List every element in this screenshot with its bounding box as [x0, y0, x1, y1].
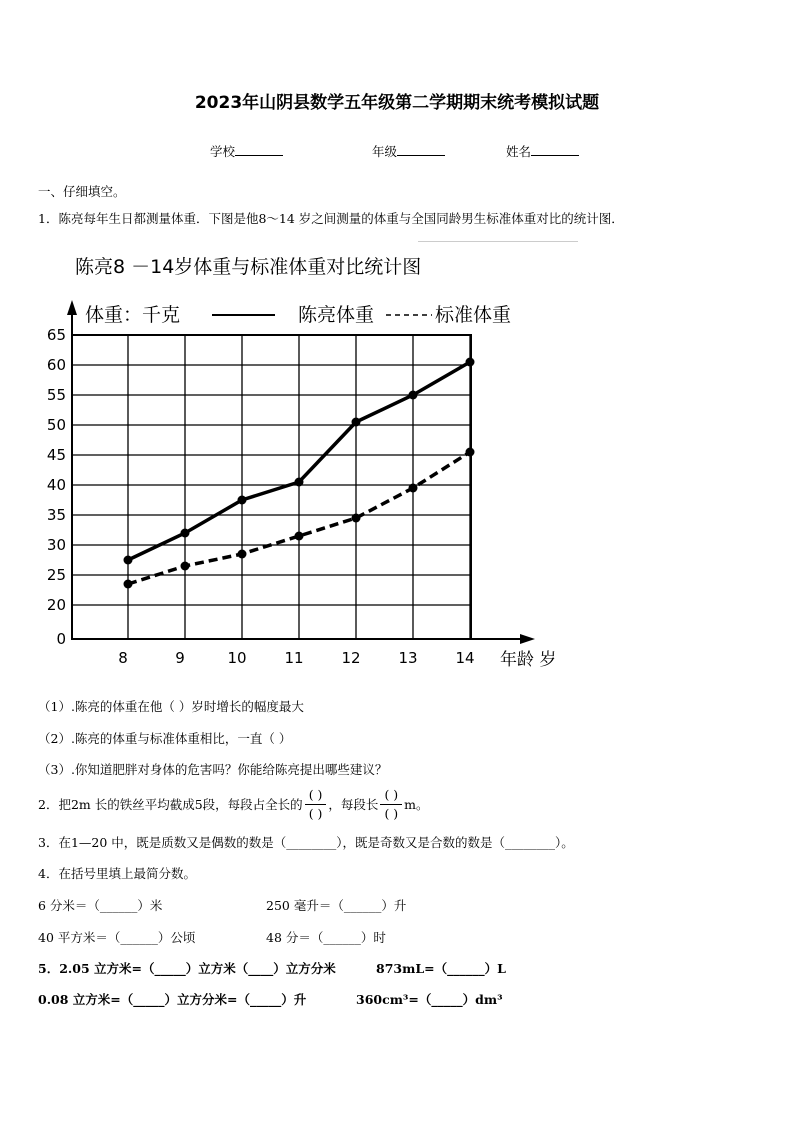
question-1-3: （3）.你知道肥胖对身体的危害吗？你能给陈亮提出哪些建议？ — [38, 762, 388, 777]
x-axis-arrow — [520, 634, 535, 644]
q4-row-2-right: 48 分＝（______）时 — [266, 930, 386, 945]
name-label: 姓名 — [506, 144, 532, 159]
grade-label: 年级 — [372, 144, 398, 159]
chart-legend — [85, 304, 511, 326]
x-tick-label: 12 — [341, 649, 361, 667]
question-3: 3．在1—20 中，既是质数又是偶数的数是（________），既是奇数又是合数的数是（________）。 — [38, 835, 574, 850]
question-5-row-1: 5．2.05 立方米=（_____）立方米（____）立方分米 — [38, 961, 336, 976]
y-tick-label: 60 — [46, 356, 66, 374]
y-tick-label: 20 — [46, 596, 66, 614]
q4-row-1-right: 250 毫升＝（______）升 — [266, 898, 407, 913]
weight-line-chart — [30, 245, 590, 675]
question-1-1: （1）.陈亮的体重在他（ ）岁时增长的幅度最大 — [38, 699, 304, 714]
data-point — [295, 532, 304, 541]
y-tick-label: 40 — [46, 476, 66, 494]
fraction-blank-1 — [305, 786, 327, 823]
chart-title: 陈亮8 －14岁体重与标准体重对比统计图 — [75, 256, 422, 278]
school-label: 学校 — [210, 144, 236, 159]
y-axis-arrow — [67, 300, 77, 315]
data-point — [124, 556, 133, 565]
x-tick-label: 8 — [118, 649, 128, 667]
fraction-numerator: ( ) — [305, 786, 327, 805]
chart-axes — [67, 300, 535, 644]
q4-row-2-left: 40 平方米＝（______）公顷 — [38, 930, 196, 945]
grade-blank — [397, 143, 445, 156]
name-blank — [531, 143, 579, 156]
data-point — [352, 514, 361, 523]
data-point — [409, 484, 418, 493]
y-tick-label: 35 — [46, 506, 66, 524]
school-field — [210, 142, 283, 160]
data-point — [352, 418, 361, 427]
fraction-blank-2 — [380, 786, 402, 823]
legend-label-standard: 标准体重 — [435, 304, 512, 326]
data-point — [181, 529, 190, 538]
question-5-row-2-b: 360cm³=（_____）dm³ — [356, 992, 503, 1007]
x-tick-label: 13 — [398, 649, 418, 667]
x-tick-label: 9 — [175, 649, 185, 667]
data-point — [466, 358, 475, 367]
data-point — [238, 550, 247, 559]
q4-row-1-left: 6 分米＝（______）米 — [38, 898, 163, 913]
question-2-part-c: m。 — [404, 797, 429, 812]
y-tick-label: 50 — [46, 416, 66, 434]
data-point — [124, 580, 133, 589]
question-5-row-1-b: 873mL=（______）L — [376, 961, 506, 976]
chart-ticks — [47, 326, 557, 670]
fraction-numerator: ( ) — [380, 786, 402, 805]
x-tick-label: 10 — [227, 649, 247, 667]
question-1-2: （2）.陈亮的体重与标准体重相比，一直（ ） — [38, 731, 292, 746]
y-axis-title: 体重：千克 — [85, 304, 181, 326]
x-axis-title: 年龄 岁 — [500, 650, 557, 670]
question-2-part-a: 2．把2m 长的铁丝平均截成5段，每段占全长的 — [38, 797, 303, 812]
y-tick-label: 0 — [56, 630, 66, 648]
data-point — [181, 562, 190, 571]
question-2 — [38, 784, 429, 824]
y-tick-label: 45 — [46, 446, 66, 464]
name-field — [506, 142, 579, 160]
legend-label-actual: 陈亮体重 — [298, 304, 375, 326]
data-point — [466, 448, 475, 457]
divider — [418, 241, 578, 242]
y-tick-label: 65 — [46, 326, 66, 344]
question-2-part-b: ，每段长 — [328, 797, 379, 812]
school-blank — [235, 143, 283, 156]
question-4: 4．在括号里填上最简分数。 — [38, 866, 196, 881]
x-tick-label: 11 — [284, 649, 304, 667]
y-tick-label: 55 — [46, 386, 66, 404]
data-point — [238, 496, 247, 505]
page-title: 2023年山阴县数学五年级第二学期期末统考模拟试题 — [194, 93, 600, 113]
data-point — [409, 391, 418, 400]
fraction-denominator: ( ) — [384, 805, 399, 821]
section-heading: 一、仔细填空。 — [38, 184, 126, 199]
y-tick-label: 30 — [46, 536, 66, 554]
y-tick-label: 25 — [46, 566, 66, 584]
x-tick-label: 14 — [455, 649, 475, 667]
data-point — [295, 478, 304, 487]
fraction-denominator: ( ) — [308, 805, 323, 821]
grade-field — [372, 142, 445, 160]
question-5-row-2: 0.08 立方米=（_____）立方分米=（_____）升 — [38, 992, 307, 1007]
question-1: 1．陈亮每年生日都测量体重．下图是他8～14 岁之间测量的体重与全国同龄男生标准体重对比的统计图． — [38, 211, 624, 226]
